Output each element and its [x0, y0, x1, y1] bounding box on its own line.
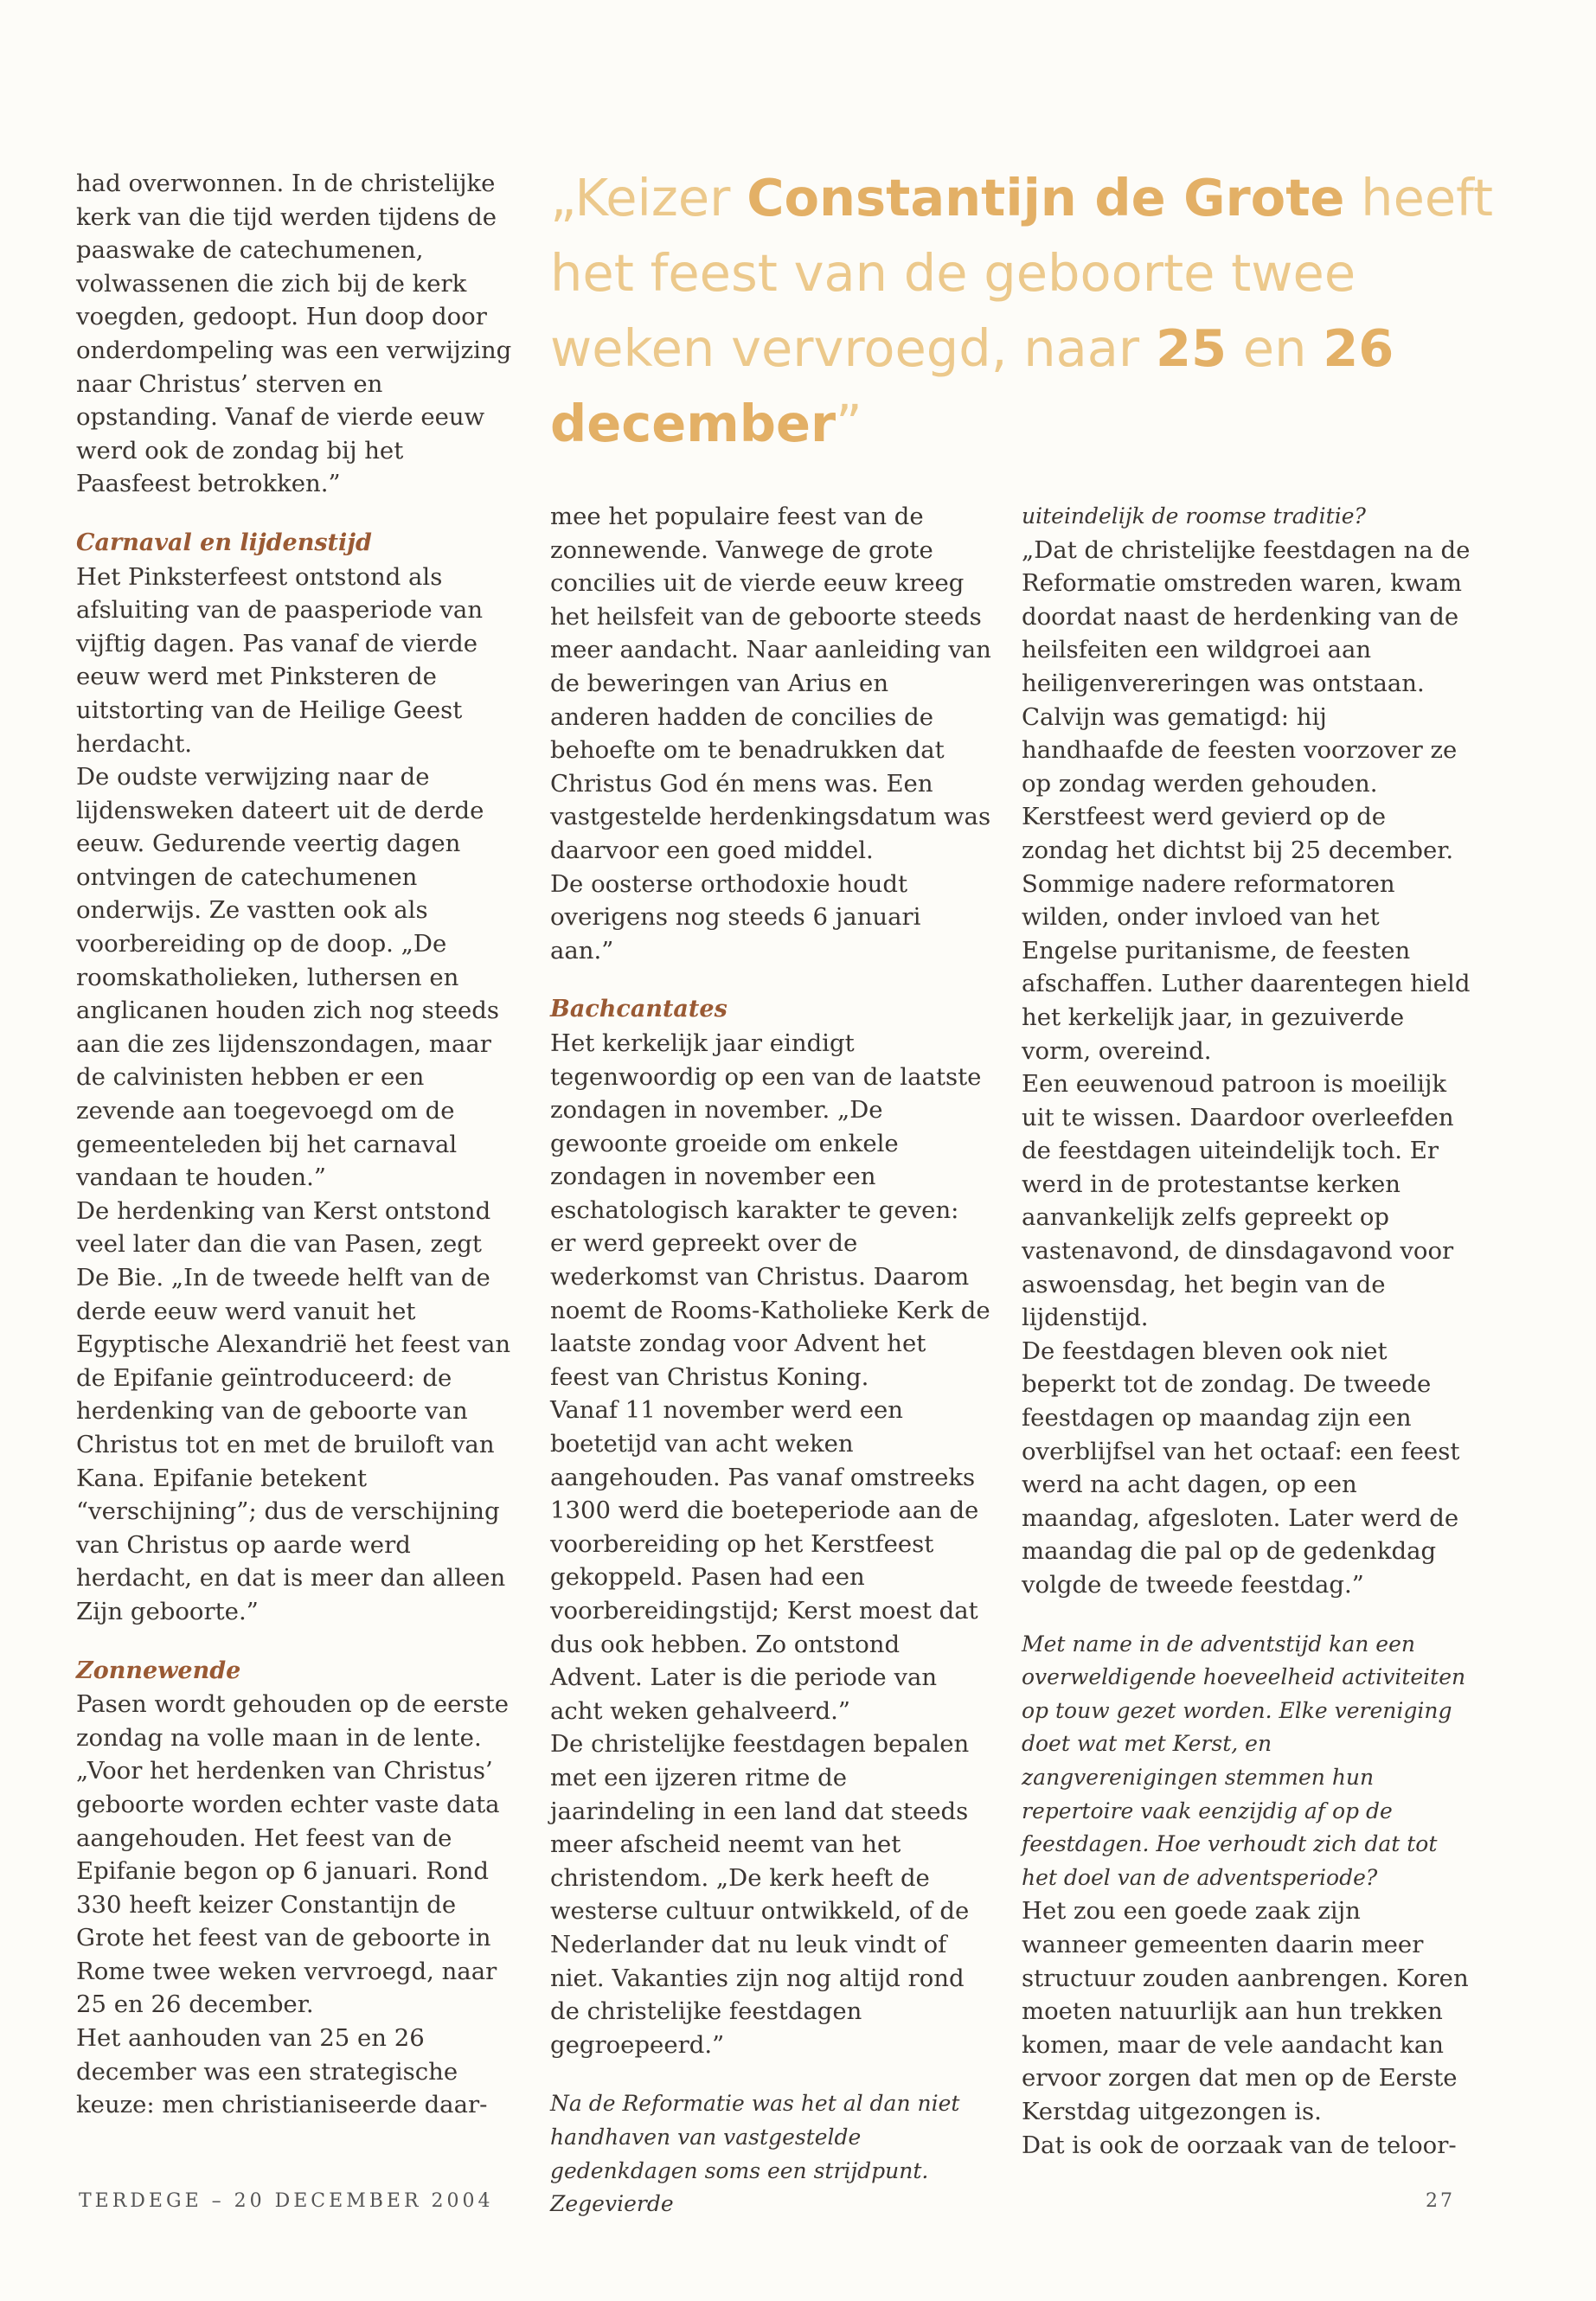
paragraph: Het Pinksterfeest ontstond als afsluiting van de paasperiode van vijftig dagen. Pas vanaf de vierde eeuw werd met Pinksteren de uitstorting van de Heilige Geest herdacht.: [76, 562, 484, 758]
interview-question: Na de Reformatie was het al dan niet handhaven van vastgestelde gedenkdagen soms een strijdpunt. Zegevierde: [550, 2091, 960, 2217]
pull-quote-text: heeft het feest van de geboorte twee weken vervroegd, naar: [550, 168, 1494, 378]
paragraph: De christelijke feestdagen bepalen met een ijzeren ritme de jaarindeling in een land dat steeds meer afscheid neemt van het christendom. „De kerk heeft de westerse cultuur ontwikkeld, of de Nederlander dat nu leuk vindt of niet. Vakanties zijn nog altijd rond de christelijke feestdagen gegroepeerd.”: [550, 1730, 970, 2059]
footer-publication: TERDEGE – 20 DECEMBER 2004: [79, 2190, 494, 2212]
interview-question: uiteindelijk de roomse traditie?: [1022, 503, 1366, 529]
paragraph: Het aanhouden van 25 en 26 december was een strategische keuze: men christianiseerde daar-: [76, 2024, 488, 2119]
paragraph: Een eeuwenoud patroon is moeilijk uit te wissen. Daardoor overleefden de feestdagen uiteindelijk toch. Er werd in de protestantse kerken aanvankelijk zelfs gepreekt op vastenavond, de dinsdagavond voor aswoensdag, het begin van de lijdenstijd.: [1022, 1070, 1454, 1332]
section-heading: Zonnewende: [76, 1657, 241, 1684]
section-heading: Bachcantates: [550, 996, 727, 1023]
paragraph: De oudste verwijzing naar de lijdensweken dateert uit de derde eeuw. Gedurende veertig dagen ontvingen de catechumenen onderwijs. Ze vastten ook als voorbereiding op de doop. „De roomskatholieken, luthersen en anglicanen houden zich nog steeds aan die zes lijdenszondagen, maar de calvinisten hebben er een zevende aan toegevoegd om de gemeenteleden bij het carnaval vandaan te houden.”: [76, 763, 500, 1192]
article-column-2: [550, 500, 991, 2221]
paragraph: Dat is ook de oorzaak van de teloor-: [1022, 2131, 1457, 2159]
pull-quote-text: „Keizer: [550, 168, 747, 228]
interview-question: Met name in de adventstijd kan een overweldigende hoeveelheid activiteiten op touw gezet worden. Elke vereniging doet wat met Kerst, en zangverenigingen stemmen hun repertoire vaak eenzijdig af op de feestdagen. Hoe verhoudt zich dat tot het doel van de adventsperiode?: [1022, 1631, 1466, 1890]
page-number: 27: [1426, 2190, 1455, 2212]
paragraph: had overwonnen. In de christelijke kerk van die tijd werden tijdens de paaswake de catechumenen, volwassenen die zich bij de kerk voegden, gedoopt. Hun doop door onderdompeling was een verwijzing naar Christus’ sterven en opstanding. Vanaf de vierde eeuw werd ook de zondag bij het Paasfeest betrokken.”: [76, 170, 512, 498]
section-heading: Carnaval en lijdenstijd: [76, 529, 372, 556]
pull-quote-highlight: 26 december: [550, 318, 1394, 453]
paragraph: Het kerkelijk jaar eindigt tegenwoordig op een van de laatste zondagen in november. „De gewoonte groeide om enkele zondagen in november een eschatologisch karakter te geven: er werd gepreekt over de wederkomst van Christus. Daarom noemt de Rooms-Katholieke Kerk de laatste zondag voor Advent het feest van Christus Koning.: [550, 1029, 990, 1391]
pull-quote-text: ”: [836, 394, 862, 453]
article-column-3: [1022, 500, 1471, 2162]
paragraph: De oosterse orthodoxie houdt overigens nog steeds 6 januari aan.”: [550, 869, 921, 965]
pull-quote: [550, 160, 1502, 461]
article-column-1: [76, 167, 517, 2122]
paragraph: mee het populaire feest van de zonnewende. Vanwege de grote concilies uit de vierde eeuw kreeg het heilsfeit van de geboorte steeds meer aandacht. Naar aanleiding van de beweringen van Arius en anderen hadden de concilies de behoefte om te benadrukken dat Christus God én mens was. Een vastgestelde herdenkingsdatum was daarvoor een goed middel.: [550, 503, 991, 864]
pull-quote-text: en: [1227, 318, 1324, 378]
paragraph: Vanaf 11 november werd een boetetijd van acht weken aangehouden. Pas vanaf omstreeks 1300 werd die boeteperiode aan de voorbereiding op het Kerstfeest gekoppeld. Pasen had een voorbereidingstijd; Kerst moest dat dus ook hebben. Zo ontstond Advent. Later is die periode van acht weken gehalveerd.”: [550, 1396, 979, 1725]
paragraph: Het zou een goede zaak zijn wanneer gemeenten daarin meer structuur zouden aanbrengen. Koren moeten natuurlijk aan hun trekken komen, maar de vele aandacht kan ervoor zorgen dat men op de Eerste Kerstdag uitgezongen is.: [1022, 1897, 1469, 2125]
pull-quote-highlight: Constantijn de Grote: [747, 168, 1345, 228]
paragraph: „Dat de christelijke feestdagen na de Reformatie omstreden waren, kwam doordat naast de herdenking van de heilsfeiten een wildgroei aan heiligenvereringen was ontstaan. Calvijn was gematigd: hij handhaafde de feesten voorzover ze op zondag werden gehouden. Kerstfeest werd gevierd op de zondag het dichtst bij 25 december. Sommige nadere reformatoren wilden, onder invloed van het Engelse puritanisme, de feesten afschaffen. Luther daarentegen hield het kerkelijk jaar, in gezuiverde vorm, overeind.: [1022, 535, 1471, 1065]
paragraph: Pasen wordt gehouden op de eerste zondag na volle maan in de lente. „Voor het herdenken van Christus’ geboorte worden echter vaste data aangehouden. Het feest van de Epifanie begon op 6 januari. Rond 330 heeft keizer Constantijn de Grote het feest van de geboorte in Rome twee weken vervroegd, naar 25 en 26 december.: [76, 1690, 509, 2019]
paragraph: De feestdagen bleven ook niet beperkt tot de zondag. De tweede feestdagen op maandag zijn een overblijfsel van het octaaf: een feest werd na acht dagen, op een maandag, afgesloten. Later werd de maandag die pal op de gedenkdag volgde de tweede feestdag.”: [1022, 1336, 1460, 1599]
pull-quote-highlight: 25: [1155, 318, 1227, 378]
paragraph: De herdenking van Kerst ontstond veel later dan die van Pasen, zegt De Bie. „In de tweede helft van de derde eeuw werd vanuit het Egyptische Alexandrië het feest van de Epifanie geïntroduceerd: de herdenking van de geboorte van Christus tot en met de bruiloft van Kana. Epifanie betekent “verschijning”; dus de verschijning van Christus op aarde werd herdacht, en dat is meer dan alleen Zijn geboorte.”: [76, 1196, 511, 1625]
